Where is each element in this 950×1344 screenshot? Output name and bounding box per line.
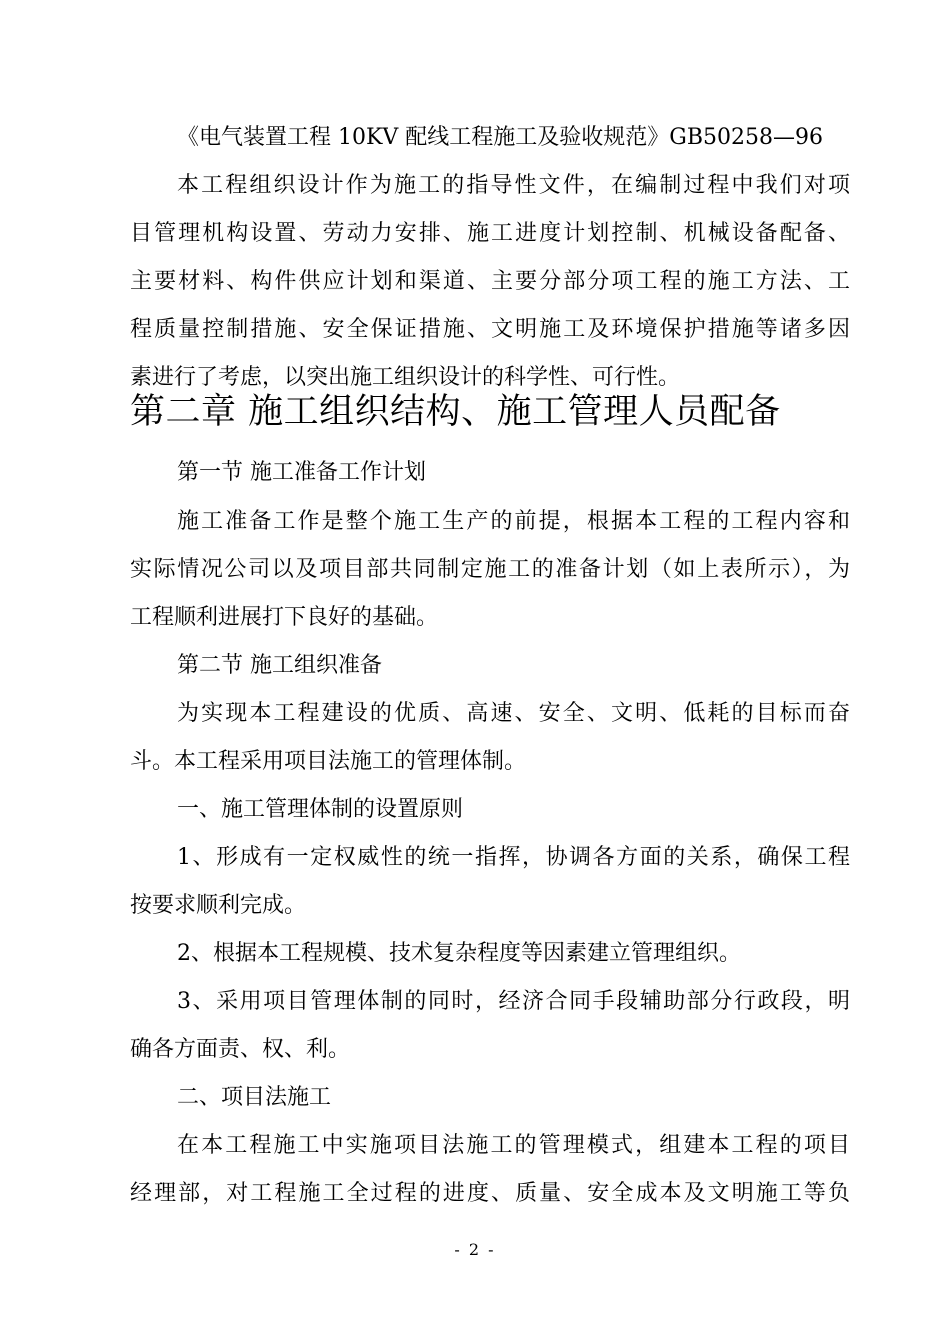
paragraph-line-13: 经理部，对工程施工全过程的进度、质量、安全成本及文明施工等负 [130, 1181, 850, 1206]
paragraph-line-1: 《电气装置工程 10KV 配线工程施工及验收规范》GB50258—96 [177, 125, 824, 150]
subsection-heading-1: 一、施工管理体制的设置原则 [177, 797, 464, 822]
list-item-1-line-2: 按要求顺利完成。 [130, 893, 307, 918]
list-item-1-line-1: 1、形成有一定权威性的统一指挥，协调各方面的关系，确保工程 [177, 845, 850, 870]
chapter-heading: 第二章 施工组织结构、施工管理人员配备 [130, 392, 781, 432]
section-heading-2: 第二节 施工组织准备 [177, 653, 382, 678]
list-item-3-line-2: 确各方面责、权、利。 [130, 1037, 351, 1062]
paragraph-line-5: 程质量控制措施、安全保证措施、文明施工及环境保护措施等诸多因 [130, 317, 850, 342]
list-item-3-line-1: 3、采用项目管理体制的同时，经济合同手段辅助部分行政段，明 [177, 989, 850, 1014]
paragraph-line-2: 本工程组织设计作为施工的指导性文件，在编制过程中我们对项 [177, 173, 850, 198]
paragraph-line-12: 在本工程施工中实施项目法施工的管理模式，组建本工程的项目 [177, 1133, 850, 1158]
list-item-2: 2、根据本工程规模、技术复杂程度等因素建立管理组织。 [177, 941, 741, 966]
paragraph-line-4: 主要材料、构件供应计划和渠道、主要分部分项工程的施工方法、工 [130, 269, 850, 294]
paragraph-line-11: 斗。本工程采用项目法施工的管理体制。 [130, 749, 527, 774]
paragraph-line-10: 为实现本工程建设的优质、高速、安全、文明、低耗的目标而奋 [177, 701, 850, 726]
section-heading-1: 第一节 施工准备工作计划 [177, 460, 426, 485]
subsection-heading-2: 二、项目法施工 [177, 1085, 332, 1110]
paragraph-line-7: 施工准备工作是整个施工生产的前提，根据本工程的工程内容和 [177, 509, 850, 534]
page-number: - 2 - [454, 1240, 496, 1259]
paragraph-line-8: 实际情况公司以及项目部共同制定施工的准备计划（如上表所示），为 [130, 557, 850, 582]
paragraph-line-3: 目管理机构设置、劳动力安排、施工进度计划控制、机械设备配备、 [130, 221, 850, 246]
paragraph-line-9: 工程顺利进展打下良好的基础。 [130, 605, 439, 630]
paragraph-line-6: 素进行了考虑，以突出施工组织设计的科学性、可行性。 [130, 365, 681, 390]
